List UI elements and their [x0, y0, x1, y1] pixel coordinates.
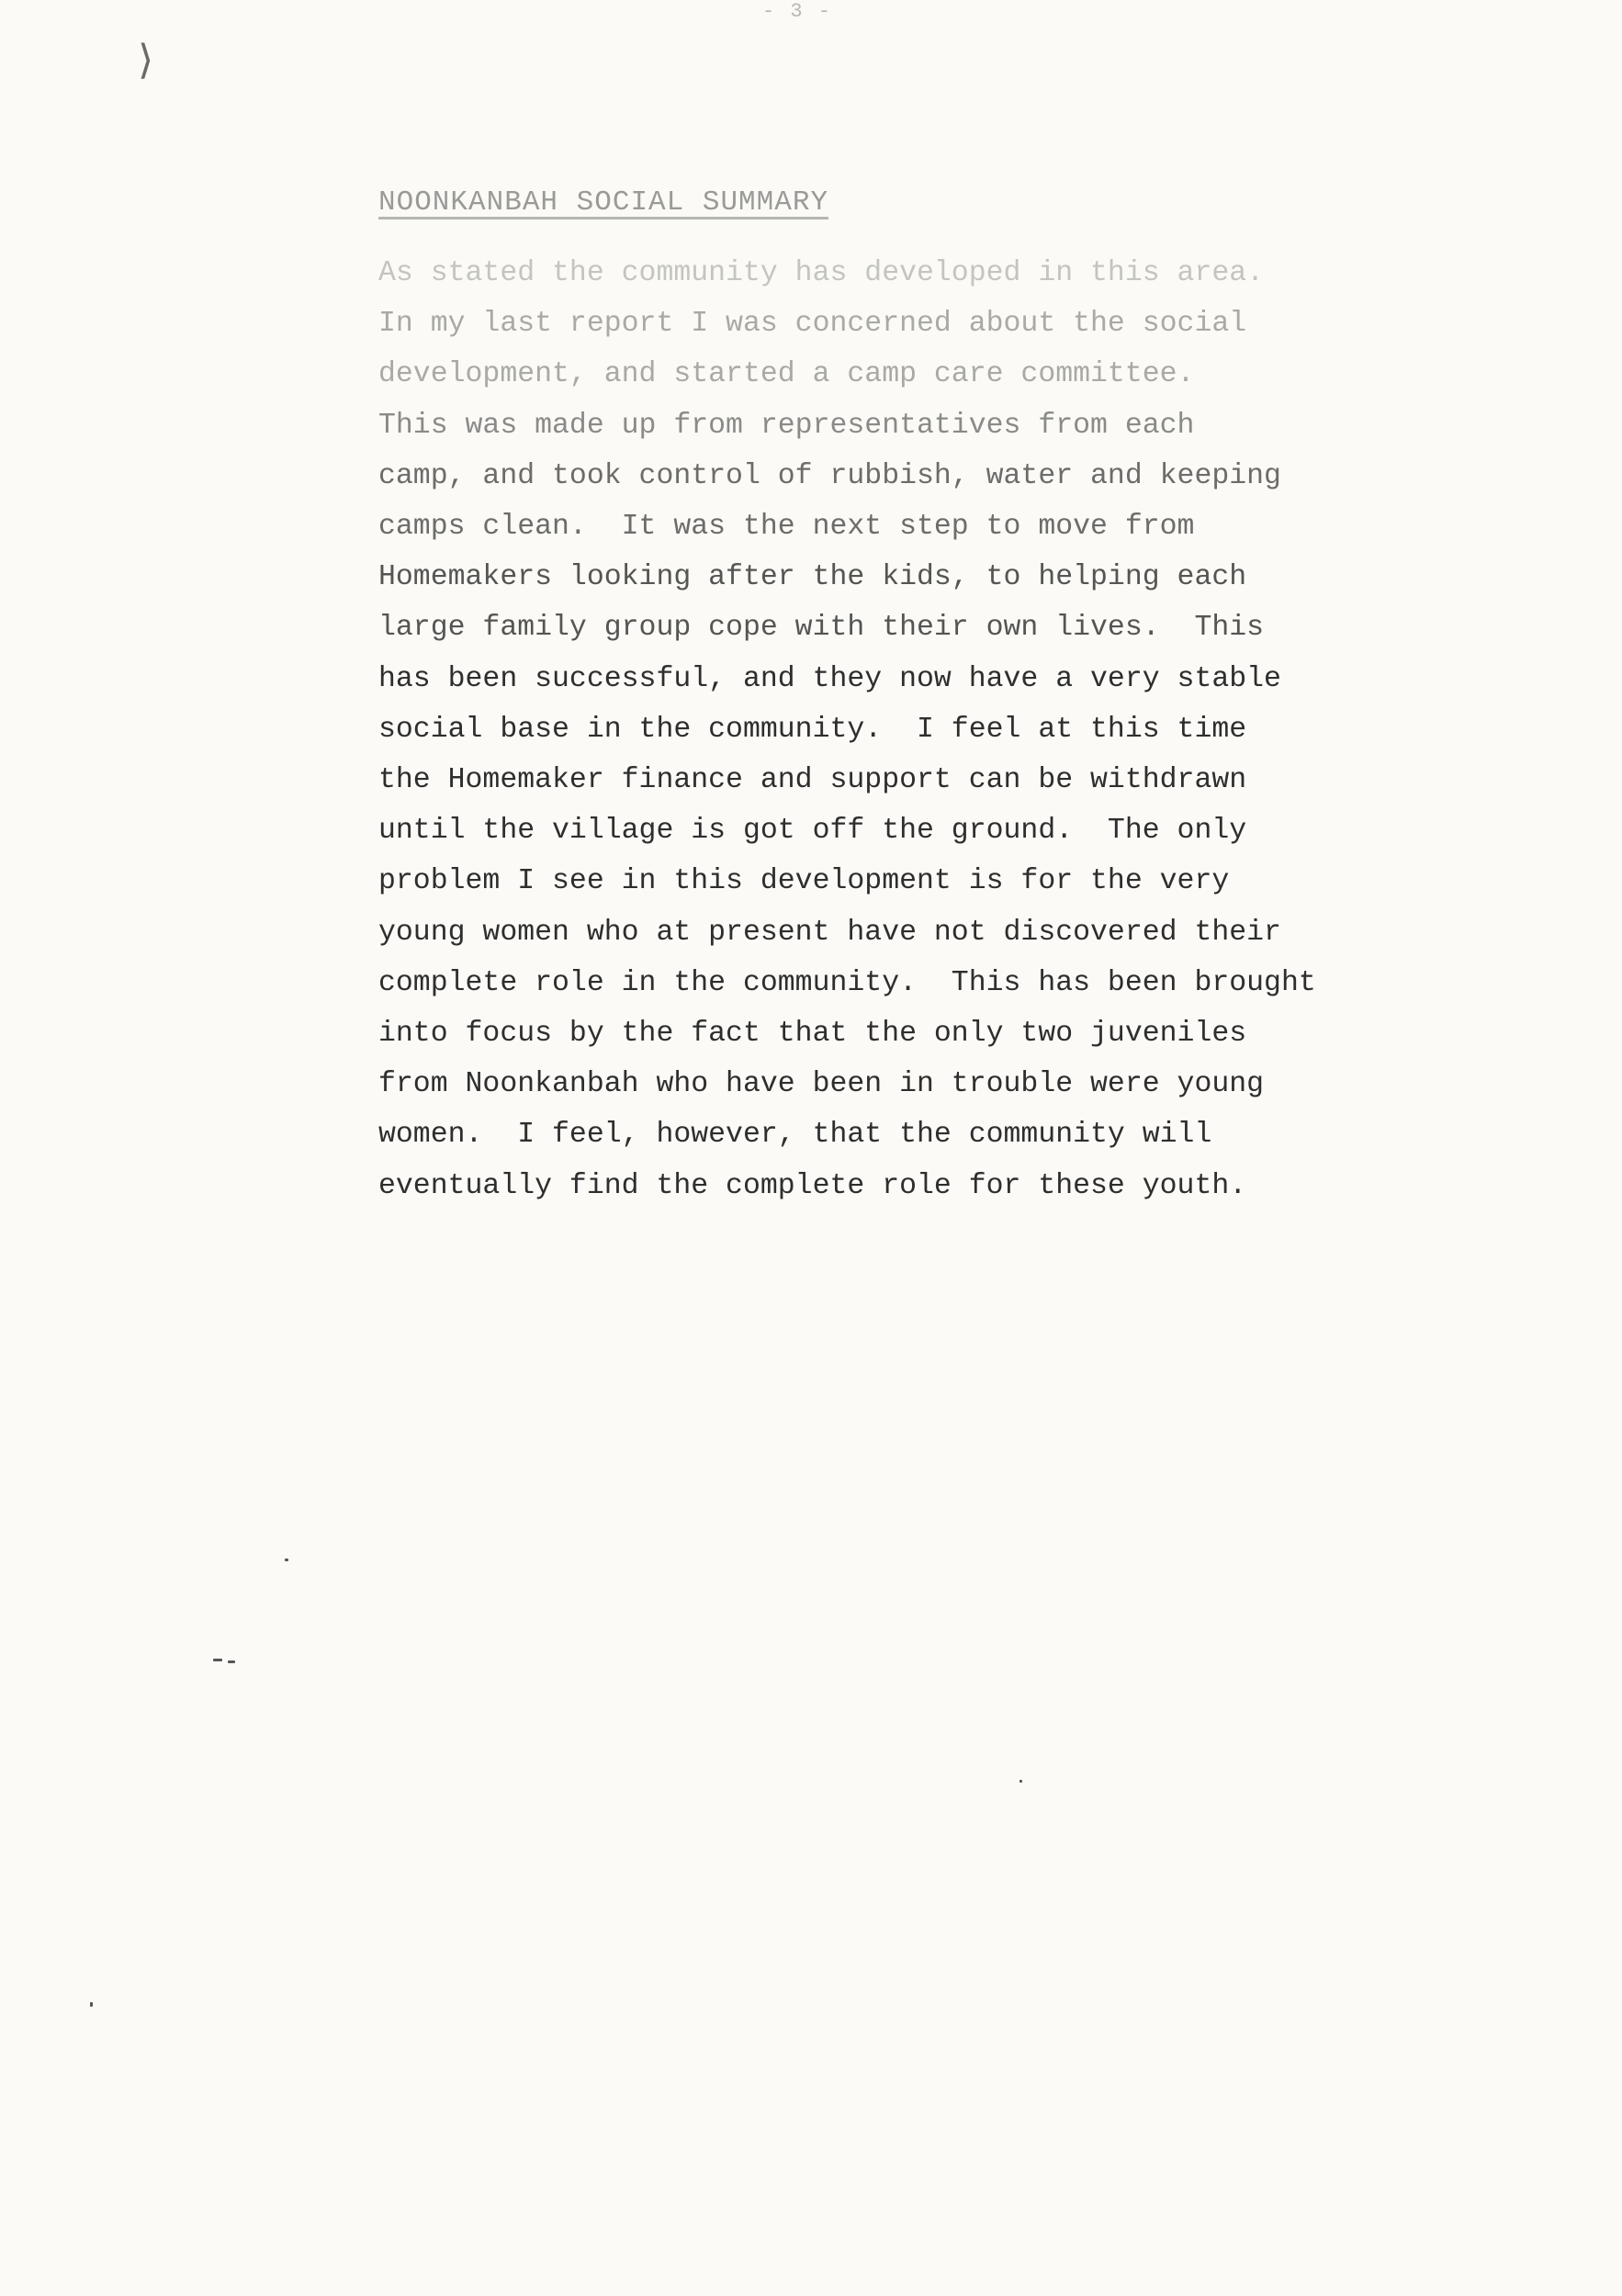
corner-mark: ⟩ — [138, 37, 154, 84]
scan-speck — [213, 1659, 222, 1661]
paragraph-line: has been successful, and they now have a very stable — [378, 662, 1281, 695]
paragraph-line: until the village is got off the ground. The only — [378, 815, 1247, 848]
paragraph-line: This was made up from representatives from each — [378, 409, 1195, 442]
paragraph-line: from Noonkanbah who have been in trouble were young — [378, 1068, 1265, 1101]
paragraph-line: In my last report I was concerned about the social — [378, 308, 1247, 341]
body-paragraph — [378, 248, 1572, 1211]
paragraph-line: into focus by the fact that the only two juveniles — [378, 1018, 1247, 1051]
paragraph-line: large family group cope with their own lives. This — [378, 612, 1265, 645]
document-heading: NOONKANBAH SOCIAL SUMMARY — [378, 186, 829, 219]
scan-speck — [90, 2002, 93, 2007]
paragraph-line: women. I feel, however, that the community will — [378, 1119, 1212, 1152]
paragraph-line: eventually find the complete role for these youth. — [378, 1169, 1247, 1202]
paragraph-line: development, and started a camp care committee. — [378, 358, 1195, 391]
paragraph-line: social base in the community. I feel at this time — [378, 713, 1247, 746]
paragraph-line: complete role in the community. This has been brought — [378, 966, 1316, 999]
scan-speck — [285, 1559, 288, 1561]
paragraph-line: problem I see in this development is for the very — [378, 865, 1230, 898]
scan-speck — [228, 1660, 235, 1663]
scan-speck — [1019, 1780, 1022, 1783]
paragraph-line: camp, and took control of rubbish, water and keeping — [378, 459, 1281, 492]
paragraph-line: young women who at present have not discovered their — [378, 916, 1281, 949]
paragraph-line: the Homemaker finance and support can be withdrawn — [378, 764, 1247, 797]
paragraph-line: Homemakers looking after the kids, to helping each — [378, 561, 1247, 594]
page-number: - 3 - — [762, 0, 833, 23]
paragraph-line: As stated the community has developed in this area. — [378, 257, 1265, 289]
paragraph-line: camps clean. It was the next step to move from — [378, 511, 1195, 544]
